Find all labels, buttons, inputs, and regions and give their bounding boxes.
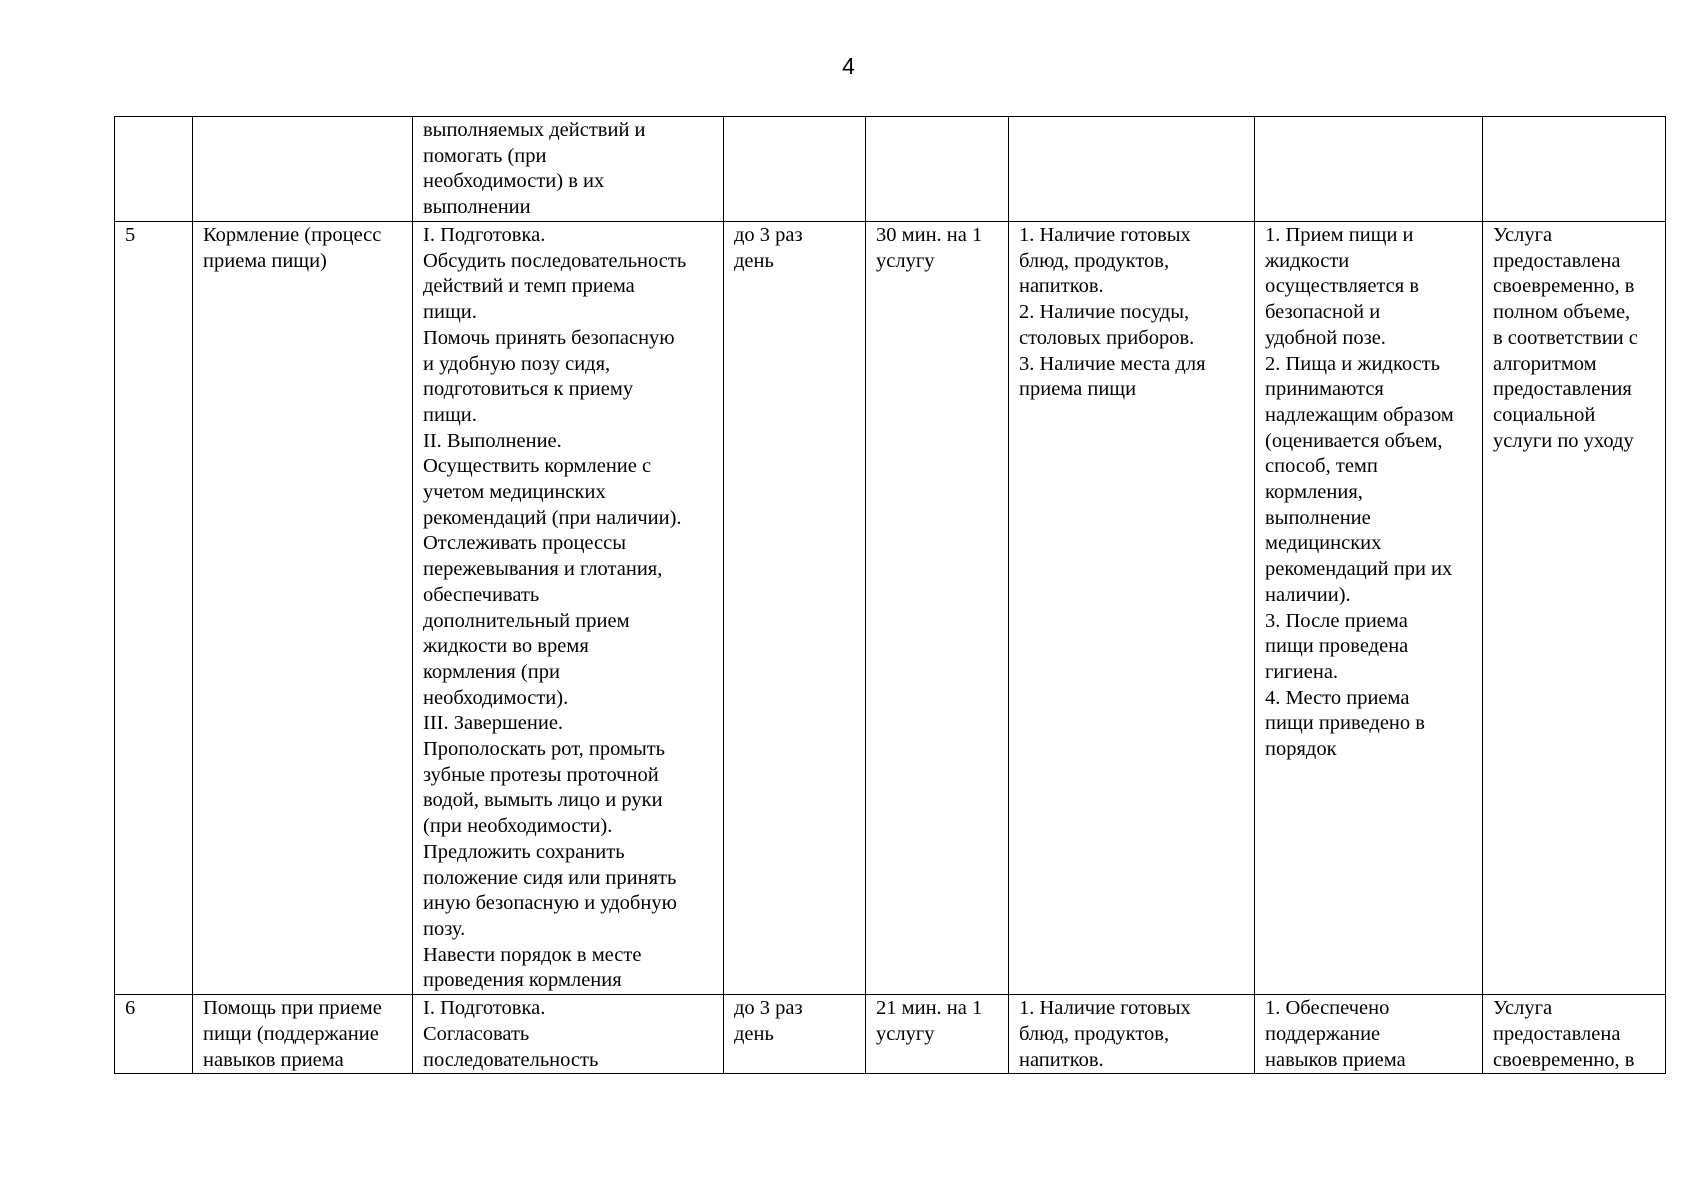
cell-service-name: Помощь при приеме пищи (поддержание навыков приема bbox=[193, 995, 413, 1074]
cell-actions: выполняемых действий и помогать (при необходимости) в их выполнении bbox=[413, 117, 724, 222]
cell-evaluation: Услуга предоставлена своевременно, в bbox=[1483, 995, 1666, 1074]
cell-conditions bbox=[1009, 117, 1255, 222]
table-row bbox=[115, 222, 1666, 995]
page-number: 4 bbox=[842, 53, 855, 79]
cell-service-name: Кормление (процесс приема пищи) bbox=[193, 222, 413, 995]
services-table bbox=[114, 116, 1666, 1074]
cell-conditions: 1. Наличие готовых блюд, продуктов, напитков. bbox=[1009, 995, 1255, 1074]
cell-service-name bbox=[193, 117, 413, 222]
cell-conditions: 1. Наличие готовых блюд, продуктов, напитков. 2. Наличие посуды, столовых приборов. 3. Наличие места для приема пищи bbox=[1009, 222, 1255, 995]
cell-number: 5 bbox=[115, 222, 193, 995]
cell-actions: I. Подготовка. Обсудить последовательность действий и темп приема пищи. Помочь принять безопасную и удобную позу сидя, подготовиться к приему пищи. II. Выполнение. Осуществить кормление с учетом медицинских рекомендаций (при наличии). Отслеживать процессы пережевывания и глотания, обеспечивать дополнительный прием жидкости во время кормления (при необходимости). III. Завершение. Прополоскать рот, промыть зубные протезы проточной водой, вымыть лицо и руки (при необходимости). Предложить сохранить положение сидя или принять иную безопасную и удобную позу. Навести порядок в месте проведения кормления bbox=[413, 222, 724, 995]
cell-evaluation: Услуга предоставлена своевременно, в полном объеме, в соответствии с алгоритмом предоставления социальной услуги по уходу bbox=[1483, 222, 1666, 995]
cell-duration bbox=[866, 117, 1009, 222]
cell-results: 1. Обеспечено поддержание навыков приема bbox=[1255, 995, 1483, 1074]
cell-results: 1. Прием пищи и жидкости осуществляется в безопасной и удобной позе. 2. Пища и жидкость принимаются надлежащим образом (оценивается объем, способ, темп кормления, выполнение медицинских рекомендаций при их наличии). 3. После приема пищи проведена гигиена. 4. Место приема пищи приведено в порядок bbox=[1255, 222, 1483, 995]
cell-frequency bbox=[724, 117, 866, 222]
table-row bbox=[115, 995, 1666, 1074]
cell-results bbox=[1255, 117, 1483, 222]
cell-duration: 30 мин. на 1 услугу bbox=[866, 222, 1009, 995]
table-row bbox=[115, 117, 1666, 222]
cell-duration: 21 мин. на 1 услугу bbox=[866, 995, 1009, 1074]
cell-number bbox=[115, 117, 193, 222]
cell-actions: I. Подготовка. Согласовать последовательность bbox=[413, 995, 724, 1074]
cell-number: 6 bbox=[115, 995, 193, 1074]
cell-frequency: до 3 раз день bbox=[724, 222, 866, 995]
cell-evaluation bbox=[1483, 117, 1666, 222]
cell-frequency: до 3 раз день bbox=[724, 995, 866, 1074]
